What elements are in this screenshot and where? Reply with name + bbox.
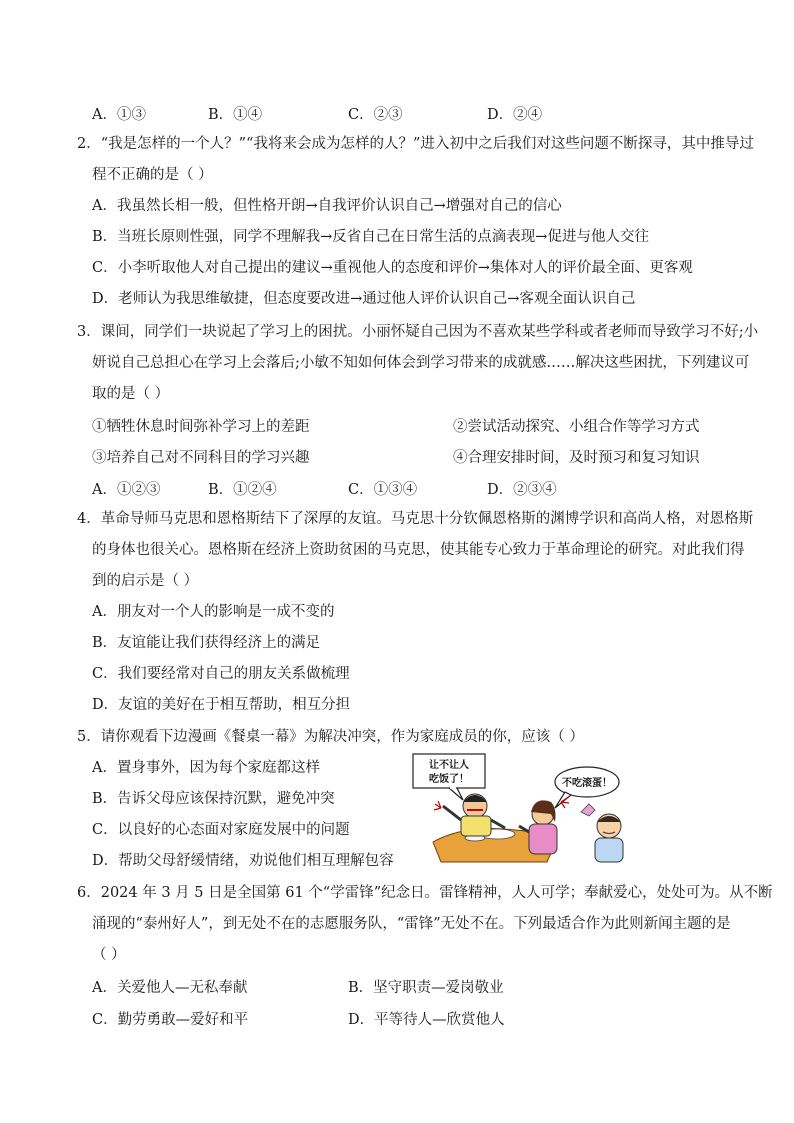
q4-option-b: B．友谊能让我们获得经济上的满足 (92, 635, 321, 651)
q3-stem-line1: 3．课间，同学们一块说起了学习上的困扰。小丽怀疑自己因为不喜欢某些学科或者老师而导致学习不好;小 (77, 324, 759, 340)
q6-stem-line2: 涌现的“泰州好人”，到无处不在的志愿服务队，“雷锋”无处不在。下列最适合作为此则新闻主题的是 (92, 916, 731, 932)
q3-item-4: ④合理安排时间，及时预习和复习知识 (453, 450, 700, 466)
q4-stem-line1: 4．革命导师马克思和恩格斯结下了深厚的友谊。马克思十分钦佩恩格斯的渊博学识和高尚人格，对恩格斯 (77, 511, 754, 527)
q3-stem-line2: 妍说自己总担心在学习上会落后;小敏不知如何体会到学习带来的成就感……解决这些困扰，下列建议可 (92, 355, 750, 371)
q2-stem-line2: 程不正确的是（ ） (92, 167, 213, 183)
q5-option-a: A．置身事外，因为每个家庭都这样 (92, 760, 320, 776)
q6-stem-line3: （ ） (92, 947, 126, 963)
q1-option-c: C．②③ (348, 107, 403, 123)
bubble1-line2: 吃饭了！ (429, 774, 469, 785)
q2-stem-line1: 2．“我是怎样的一个人？”“我将来会成为怎样的人？”进入初中之后我们对这些问题不断探寻，其中推导过 (77, 136, 754, 152)
q4-option-d: D．友谊的美好在于相互帮助，相互分担 (92, 697, 351, 713)
q3-stem-line3: 取的是（ ） (92, 386, 170, 402)
q3-option-d: D．②③④ (487, 482, 557, 498)
child-figure (581, 804, 623, 862)
q6-option-d: D．平等待人—欣赏他人 (348, 1012, 505, 1028)
q5-option-b: B．告诉父母应该保持沉默，避免冲突 (92, 791, 335, 807)
q4-option-a: A．朋友对一个人的影响是一成不变的 (92, 604, 335, 620)
q2-option-a: A．我虽然长相一般，但性格开朗→自我评价认识自己→增强对自己的信心 (92, 198, 562, 214)
q2-option-b: B．当班长原则性强，同学不理解我→反省自己在日常生活的点滴表现→促进与他人交往 (92, 229, 649, 245)
q2-option-d: D．老师认为我思维敏捷，但态度要改进→通过他人评价认识自己→客观全面认识自己 (92, 291, 636, 307)
q6-option-a: A．关爱他人—无私奉献 (92, 980, 248, 996)
q6-option-b: B．坚守职责—爱岗敬业 (348, 980, 504, 996)
q5-option-d: D．帮助父母舒缓情绪，劝说他们相互理解包容 (92, 853, 394, 869)
bubble1-line1: 让不让人 (429, 760, 469, 771)
q1-option-d: D．②④ (487, 107, 543, 123)
dinner-table-cartoon (405, 752, 635, 864)
q6-option-c: C．勤劳勇敢—爱好和平 (92, 1012, 249, 1028)
q1-option-b: B．①④ (208, 107, 263, 123)
q5-option-c: C．以良好的心态面对家庭发展中的问题 (92, 822, 350, 838)
q1-option-a: A．①③ (92, 107, 146, 123)
q4-stem-line3: 到的启示是（ ） (92, 573, 199, 589)
q4-stem-line2: 的身体也很关心。恩格斯在经济上资助贫困的马克思，使其能专心致力于革命理论的研究。对此我们得 (92, 542, 745, 558)
q6-stem-line1: 6．2024 年 3 月 5 日是全国第 61 个“学雷锋”纪念日。雷锋精神，人人可学；奉献爱心，处处可为。从不断 (77, 885, 773, 901)
speech-bubble-father (413, 754, 485, 800)
q3-option-a: A．①②③ (92, 482, 161, 498)
bubble2-text: 不吃滚蛋！ (562, 778, 612, 789)
q3-option-b: B．①②④ (208, 482, 277, 498)
q3-item-3: ③培养自己对不同科目的学习兴趣 (92, 450, 310, 466)
q5-stem: 5．请你观看下边漫画《餐桌一幕》为解决冲突，作为家庭成员的你，应该（ ） (77, 729, 584, 745)
q2-option-c: C．小李听取他人对自己提出的建议→重视他人的态度和评价→集体对人的评价最全面、更客观 (92, 260, 693, 276)
q3-item-2: ②尝试活动探究、小组合作等学习方式 (453, 419, 700, 435)
q3-option-c: C．①③④ (348, 482, 418, 498)
q3-item-1: ①牺牲休息时间弥补学习上的差距 (92, 419, 310, 435)
q4-option-c: C．我们要经常对自己的朋友关系做梳理 (92, 666, 350, 682)
